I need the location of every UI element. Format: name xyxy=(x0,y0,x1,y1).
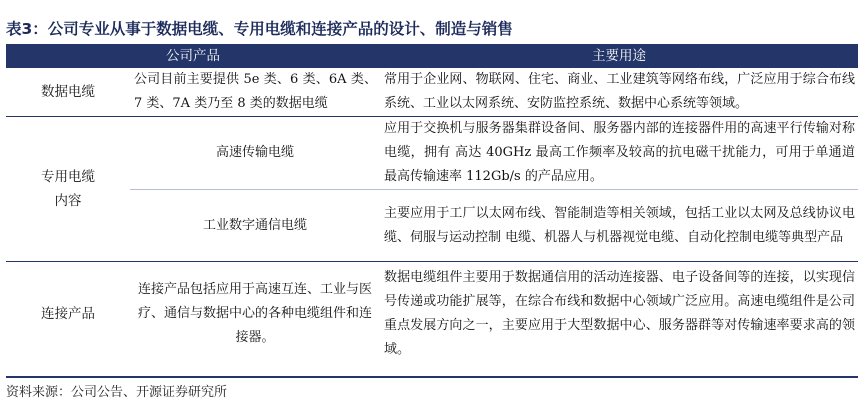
category-connector: 连接产品 xyxy=(41,306,95,323)
product-table xyxy=(6,44,858,367)
sub-name-industrial: 工业数字通信电缆 xyxy=(130,190,380,262)
category-special-cable-line2: 内容 xyxy=(54,193,82,209)
source-note: 资料来源：公司公告、开源证券研究所 xyxy=(6,385,228,400)
usage-connector: 数据电缆组件主要用于数据通信用的活动连接器、电子设备间等的连接，以实现信号传递或功能扩展等，在综合布线和数据中心领域广泛应用。高速电缆组件是公司重点发展方向之一，主要应用于大型数据中心、服务器群等对传输速率要求高的领域。 xyxy=(384,270,855,358)
table-title: 表3：公司专业从事于数据电缆、专用电缆和连接产品的设计、制造与销售 xyxy=(6,20,513,38)
category-special-cable-line1: 专用电缆 xyxy=(41,169,95,185)
sub-name-high-speed: 高速传输电缆 xyxy=(130,117,380,190)
table-row-industrial-cable xyxy=(6,190,858,262)
header-product: 公司产品 xyxy=(6,44,380,68)
table-header-row xyxy=(6,44,858,68)
table-row-connector xyxy=(6,262,858,367)
usage-data-cable: 常用于企业网、物联网、住宅、商业、工业建筑等网络布线，广泛应用于综合布线系统、工业以太网系统、安防监控系统、数据中心系统等领域。 xyxy=(380,68,858,117)
table-row-data-cable xyxy=(6,68,858,117)
category-data-cable: 数据电缆 xyxy=(6,68,130,117)
usage-industrial: 主要应用于工厂以太网布线、智能制造等相关领域，包括工业以太网及总线协议电缆、伺服与运动控制 电缆、机器人与机器视觉电缆、自动化控制电缆等典型产品 xyxy=(380,190,858,262)
usage-high-speed: 应用于交换机与服务器集群设备间、服务器内部的连接器件用的高速平行传输对称电缆，拥有 高达 40GHz 最高工作频率及较高的抗电磁干扰能力，可用于单通道最高传输速率 112Gb/s 的产品应用。 xyxy=(380,117,858,190)
table-row-high-speed-cable xyxy=(6,117,858,190)
detail-data-cable: 公司目前主要提供 5e 类、6 类、6A 类、7 类、7A 类乃至 8 类的数据电缆 xyxy=(130,68,380,117)
category-special-cable xyxy=(6,117,130,262)
detail-connector: 连接产品包括应用于高速互连、工业与医疗、通信与数据中心的各种电缆组件和连接器。 xyxy=(138,282,373,346)
table-bottom-rule xyxy=(6,376,858,378)
header-usage: 主要用途 xyxy=(380,44,858,68)
